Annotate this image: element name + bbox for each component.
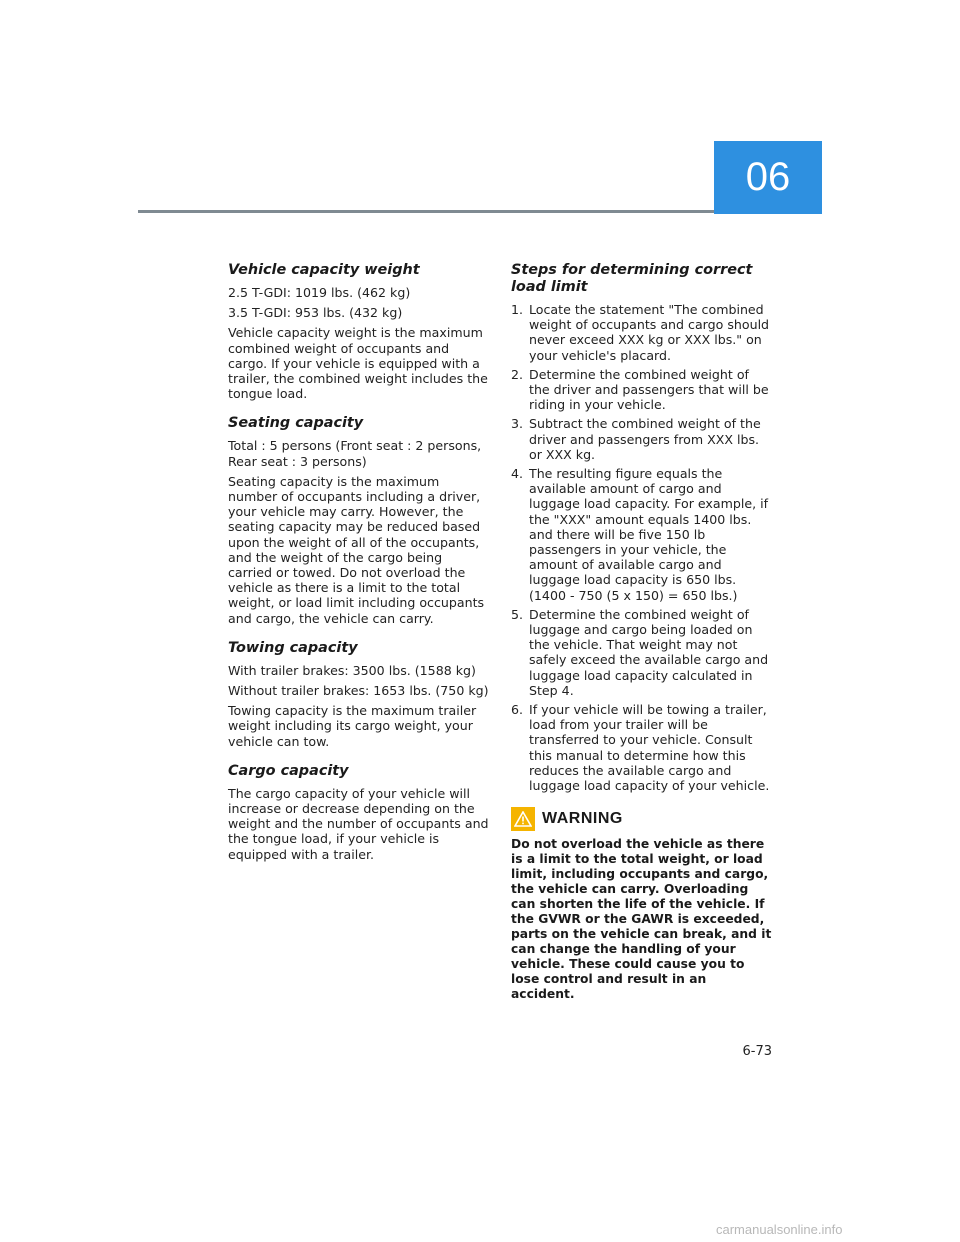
list-item (511, 702, 773, 793)
step-number: 3. (511, 416, 524, 432)
step-number: 4. (511, 466, 524, 482)
step-number: 5. (511, 606, 524, 622)
list-item (511, 302, 773, 363)
step-text: If your vehicle will be towing a trailer, load from your trailer will be transferred to your vehicle. Consult this manual to determine how this reduces the available cargo and luggage load capacity of your vehicle. (529, 702, 770, 794)
step-number: 1. (511, 302, 524, 317)
load-limit-steps-section (511, 262, 773, 793)
paragraph: 2.5 T-GDI: 1019 lbs. (462 kg) (228, 285, 411, 300)
warning-triangle-icon (511, 807, 535, 831)
list-item (511, 367, 773, 413)
cargo-capacity-section (228, 763, 490, 862)
towing-capacity-heading: Towing capacity (228, 639, 358, 656)
watermark: carmanualsonline.info (716, 1222, 843, 1237)
step-number: 6. (511, 702, 524, 718)
step-number: 2. (511, 366, 524, 382)
step-text: Locate the statement "The combined weight of occupants and cargo should never exceed XXX kg or XXX lbs." on your vehicle's placard. (529, 302, 770, 363)
right-column (511, 262, 773, 1002)
step-text: Determine the combined weight of the driver and passengers that will be riding in your vehicle. (529, 366, 769, 413)
steps-list (511, 302, 773, 793)
warning-text: Do not overload the vehicle as there is a limit to the total weight, or load limit, including occupants and cargo, the vehicle can carry. Overloading can shorten the life of the vehicle. If the GVWR or the GAWR is exceeded, parts on the vehicle can break, and it can change the handling of your vehicle. These could cause you to lose control and result in an accident. (511, 837, 772, 1002)
towing-capacity-section (228, 640, 490, 749)
step-text: The resulting figure equals the available amount of cargo and luggage load capacity. For example, if the "XXX" amount equals 1400 lbs. and there will be five 150 lb passengers in your vehicle, the amount of available cargo and luggage load capacity is 650 lbs. (1400 - 750 (5 x 150) = 650 lbs.) (529, 466, 769, 603)
vehicle-capacity-section (228, 262, 490, 401)
seating-capacity-heading: Seating capacity (228, 415, 364, 432)
paragraph: 3.5 T-GDI: 953 lbs. (432 kg) (228, 305, 403, 321)
cargo-capacity-heading: Cargo capacity (228, 762, 349, 779)
paragraph: Total : 5 persons (Front seat : 2 persons, Rear seat : 3 persons) (228, 438, 482, 469)
warning-header (511, 807, 773, 831)
paragraph: With trailer brakes: 3500 lbs. (1588 kg) (228, 662, 476, 678)
warning-title: WARNING (542, 810, 623, 828)
step-text: Determine the combined weight of luggage and cargo being loaded on the vehicle. That weight may not safely exceed the available cargo and luggage load capacity calculated in Step 4. (529, 606, 769, 698)
header-divider (138, 210, 714, 213)
paragraph: Without trailer brakes: 1653 lbs. (750 kg) (228, 683, 489, 699)
paragraph: Vehicle capacity weight is the maximum combined weight of occupants and cargo. If your vehicle is equipped with a trailer, the combined weight includes the tongue load. (228, 325, 488, 402)
chapter-tab (714, 141, 822, 214)
load-limit-steps-heading: Steps for determining correct load limit (511, 262, 753, 295)
step-text: Subtract the combined weight of the driver and passengers from XXX lbs. or XXX kg. (529, 416, 761, 462)
list-item (511, 607, 773, 698)
chapter-number: 06 (745, 155, 791, 199)
page-number: 6-73 (742, 1044, 772, 1059)
paragraph: Towing capacity is the maximum trailer weight including its cargo weight, your vehicle can tow. (228, 703, 477, 749)
list-item (511, 466, 773, 603)
paragraph: Seating capacity is the maximum number of occupants including a driver, your vehicle may carry. However, the seating capacity may be reduced based upon the weight of all of the occupants, and the weight of the cargo being carried or towed. Do not overload the vehicle as there is a limit to the total weight, or load limit including occupants and cargo, the vehicle can carry. (228, 473, 485, 626)
vehicle-capacity-heading: Vehicle capacity weight (228, 262, 420, 278)
paragraph: The cargo capacity of your vehicle will increase or decrease depending on the weight and the number of occupants and the tongue load, if your vehicle is equipped with a trailer. (228, 785, 489, 862)
left-column (228, 262, 490, 876)
seating-capacity-section (228, 415, 490, 625)
list-item (511, 416, 773, 462)
